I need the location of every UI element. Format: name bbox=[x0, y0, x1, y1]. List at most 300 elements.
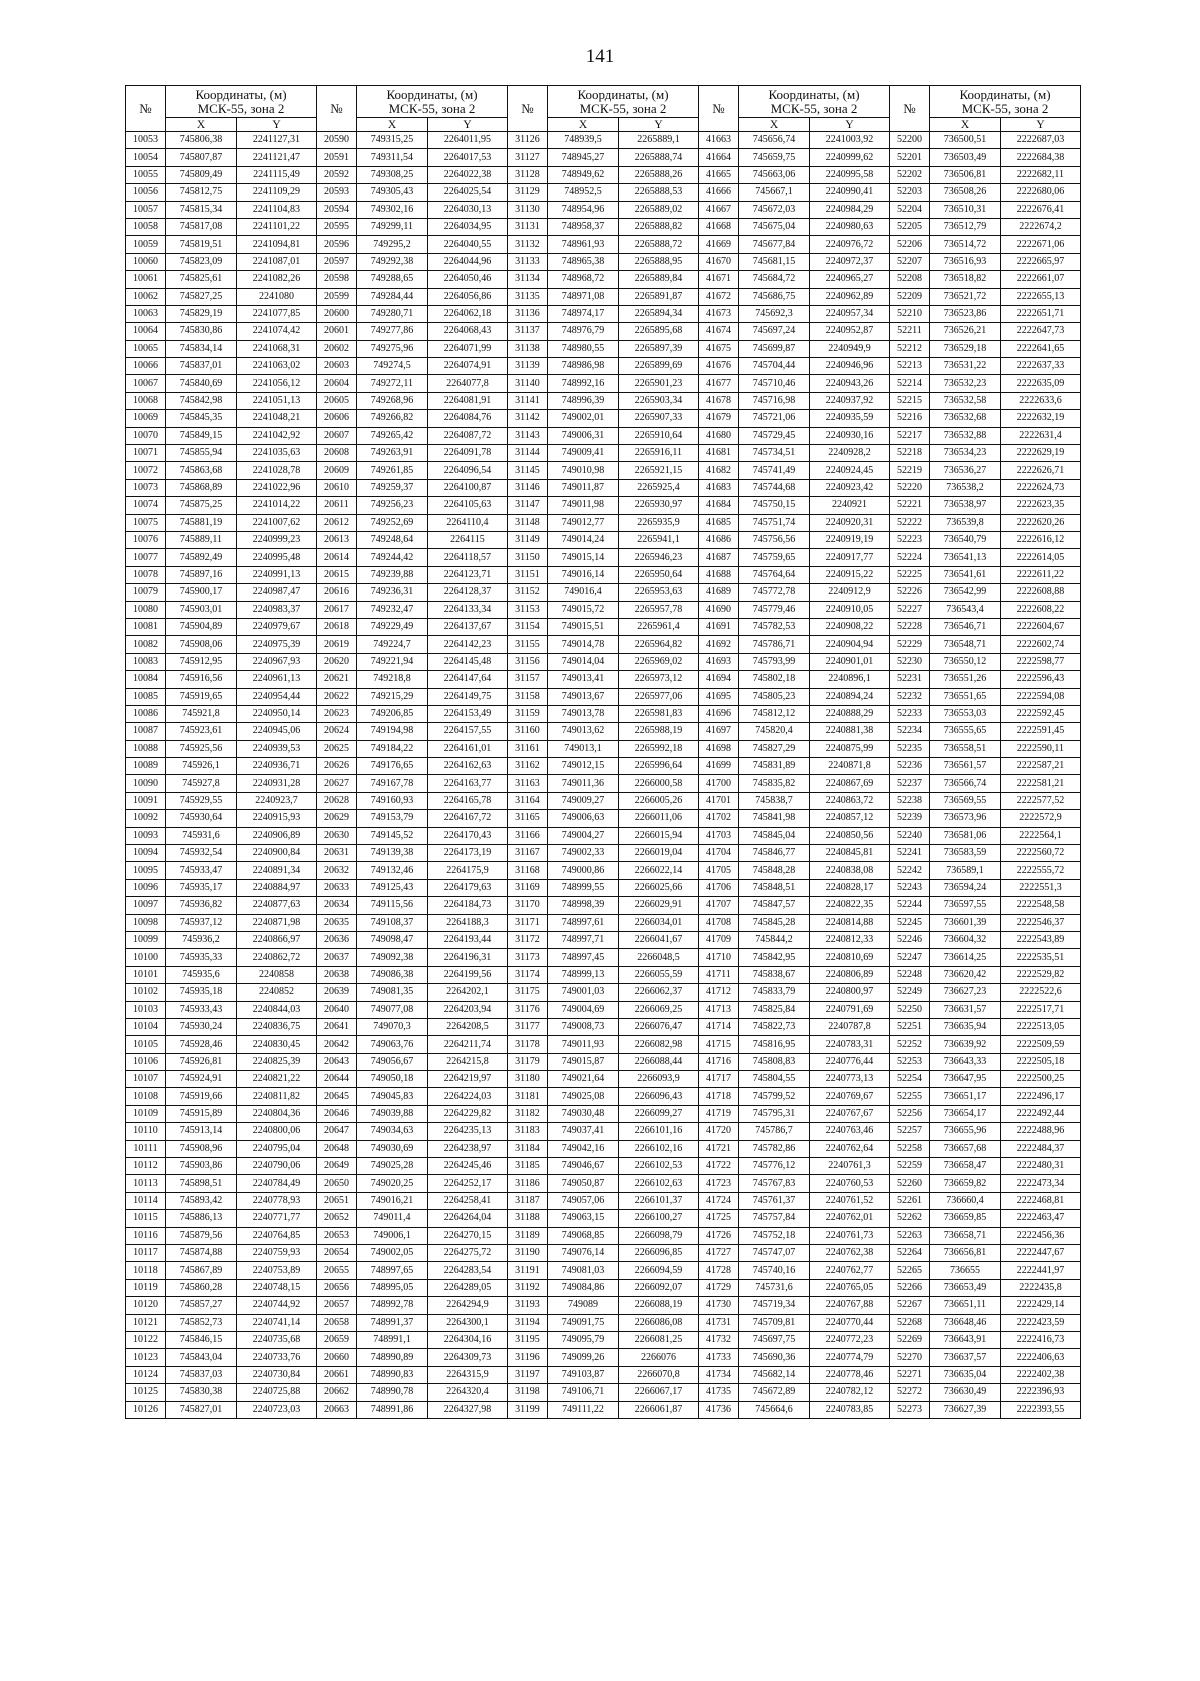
x-coordinate-cell: 749016,4 bbox=[548, 584, 619, 601]
y-coordinate-cell: 2240725,88 bbox=[237, 1384, 317, 1401]
x-coordinate-cell: 736657,68 bbox=[930, 1140, 1001, 1157]
x-coordinate-cell: 745847,57 bbox=[739, 897, 810, 914]
y-coordinate-cell: 2222406,63 bbox=[1001, 1349, 1081, 1366]
point-number-cell: 31194 bbox=[508, 1314, 548, 1331]
y-coordinate-cell: 2240760,53 bbox=[810, 1175, 890, 1192]
y-coordinate-cell: 2222635,09 bbox=[1001, 375, 1081, 392]
x-coordinate-cell: 749248,64 bbox=[357, 531, 428, 548]
y-coordinate-cell: 2240920,31 bbox=[810, 514, 890, 531]
x-coordinate-cell: 749215,29 bbox=[357, 688, 428, 705]
x-coordinate-cell: 745699,87 bbox=[739, 340, 810, 357]
y-coordinate-cell: 2240972,37 bbox=[810, 253, 890, 270]
point-number-cell: 31142 bbox=[508, 410, 548, 427]
x-coordinate-cell: 745731,6 bbox=[739, 1279, 810, 1296]
point-number-cell: 10063 bbox=[126, 305, 166, 322]
point-number-cell: 20593 bbox=[317, 184, 357, 201]
point-number-cell: 31181 bbox=[508, 1088, 548, 1105]
point-number-cell: 41683 bbox=[699, 479, 739, 496]
point-number-cell: 10081 bbox=[126, 618, 166, 635]
point-number-cell: 31160 bbox=[508, 723, 548, 740]
y-coordinate-cell: 2266086,08 bbox=[619, 1314, 699, 1331]
point-number-cell: 31172 bbox=[508, 931, 548, 948]
number-column-header: № bbox=[890, 86, 930, 132]
table-row bbox=[126, 201, 1081, 218]
x-coordinate-cell: 749274,5 bbox=[357, 358, 428, 375]
point-number-cell: 10112 bbox=[126, 1158, 166, 1175]
point-number-cell: 10071 bbox=[126, 445, 166, 462]
point-number-cell: 41670 bbox=[699, 253, 739, 270]
x-coordinate-cell: 745822,73 bbox=[739, 1018, 810, 1035]
table-row bbox=[126, 740, 1081, 757]
point-number-cell: 31161 bbox=[508, 740, 548, 757]
point-number-cell: 41694 bbox=[699, 671, 739, 688]
point-number-cell: 20635 bbox=[317, 914, 357, 931]
x-coordinate-cell: 736523,86 bbox=[930, 305, 1001, 322]
y-coordinate-cell: 2241028,78 bbox=[237, 462, 317, 479]
table-row bbox=[126, 671, 1081, 688]
x-coordinate-cell: 749261,85 bbox=[357, 462, 428, 479]
x-coordinate-cell: 745852,73 bbox=[166, 1314, 237, 1331]
point-number-cell: 41702 bbox=[699, 810, 739, 827]
coordinate-system-label: МСК-55, зона 2 bbox=[388, 100, 476, 116]
point-number-cell: 20651 bbox=[317, 1192, 357, 1209]
point-number-cell: 10096 bbox=[126, 879, 166, 896]
y-coordinate-cell: 2222632,19 bbox=[1001, 410, 1081, 427]
point-number-cell: 10122 bbox=[126, 1331, 166, 1348]
coordinates-title: Координаты, (м) bbox=[959, 86, 1051, 102]
point-number-cell: 52245 bbox=[890, 914, 930, 931]
point-number-cell: 52233 bbox=[890, 705, 930, 722]
point-number-cell: 41695 bbox=[699, 688, 739, 705]
point-number-cell: 31151 bbox=[508, 566, 548, 583]
y-coordinate-cell: 2240991,13 bbox=[237, 566, 317, 583]
point-number-cell: 20652 bbox=[317, 1210, 357, 1227]
point-number-cell: 20631 bbox=[317, 845, 357, 862]
point-number-cell: 20626 bbox=[317, 758, 357, 775]
x-coordinate-cell: 745867,89 bbox=[166, 1262, 237, 1279]
x-coordinate-cell: 736512,79 bbox=[930, 218, 1001, 235]
table-row bbox=[126, 566, 1081, 583]
number-column-header: № bbox=[699, 86, 739, 132]
point-number-cell: 10108 bbox=[126, 1088, 166, 1105]
y-coordinate-cell: 2240987,47 bbox=[237, 584, 317, 601]
x-coordinate-cell: 736643,33 bbox=[930, 1053, 1001, 1070]
y-coordinate-cell: 2266102,63 bbox=[619, 1175, 699, 1192]
number-column-header: № bbox=[126, 86, 166, 132]
y-coordinate-cell: 2240871,8 bbox=[810, 758, 890, 775]
y-coordinate-cell: 2240923,7 bbox=[237, 792, 317, 809]
y-coordinate-cell: 2240884,97 bbox=[237, 879, 317, 896]
y-coordinate-cell: 2266100,27 bbox=[619, 1210, 699, 1227]
x-coordinate-cell: 745672,03 bbox=[739, 201, 810, 218]
point-number-cell: 41677 bbox=[699, 375, 739, 392]
point-number-cell: 41723 bbox=[699, 1175, 739, 1192]
y-coordinate-cell: 2222655,13 bbox=[1001, 288, 1081, 305]
y-coordinate-cell: 2240836,75 bbox=[237, 1018, 317, 1035]
y-coordinate-cell: 2240995,48 bbox=[237, 549, 317, 566]
x-coordinate-cell: 745837,03 bbox=[166, 1366, 237, 1383]
x-coordinate-cell: 736510,31 bbox=[930, 201, 1001, 218]
x-coordinate-cell: 745843,04 bbox=[166, 1349, 237, 1366]
y-coordinate-cell: 2240804,36 bbox=[237, 1105, 317, 1122]
point-number-cell: 31162 bbox=[508, 758, 548, 775]
x-coordinate-cell: 745845,28 bbox=[739, 914, 810, 931]
y-coordinate-cell: 2264162,63 bbox=[428, 758, 508, 775]
x-coordinate-cell: 749050,18 bbox=[357, 1071, 428, 1088]
table-row bbox=[126, 1331, 1081, 1348]
x-coordinate-cell: 745889,11 bbox=[166, 531, 237, 548]
x-coordinate-cell: 745879,56 bbox=[166, 1227, 237, 1244]
y-coordinate-cell: 2240871,98 bbox=[237, 914, 317, 931]
x-coordinate-cell: 749011,4 bbox=[357, 1210, 428, 1227]
x-coordinate-cell: 745681,15 bbox=[739, 253, 810, 270]
x-coordinate-cell: 749139,38 bbox=[357, 845, 428, 862]
x-coordinate-cell: 749125,43 bbox=[357, 879, 428, 896]
y-coordinate-cell: 2241127,31 bbox=[237, 132, 317, 149]
y-coordinate-cell: 2264175,9 bbox=[428, 862, 508, 879]
y-coordinate-cell: 2240783,85 bbox=[810, 1401, 890, 1418]
point-number-cell: 20643 bbox=[317, 1053, 357, 1070]
y-coordinate-cell: 2222551,3 bbox=[1001, 879, 1081, 896]
point-number-cell: 41688 bbox=[699, 566, 739, 583]
point-number-cell: 10073 bbox=[126, 479, 166, 496]
point-number-cell: 52208 bbox=[890, 271, 930, 288]
y-coordinate-cell: 2222631,4 bbox=[1001, 427, 1081, 444]
y-coordinate-cell: 2264142,23 bbox=[428, 636, 508, 653]
x-coordinate-cell: 745816,95 bbox=[739, 1036, 810, 1053]
x-coordinate-cell: 736627,23 bbox=[930, 984, 1001, 1001]
x-coordinate-cell: 745860,28 bbox=[166, 1279, 237, 1296]
point-number-cell: 41665 bbox=[699, 166, 739, 183]
table-row bbox=[126, 271, 1081, 288]
y-coordinate-cell: 2240800,06 bbox=[237, 1123, 317, 1140]
y-coordinate-cell: 2222587,21 bbox=[1001, 758, 1081, 775]
point-number-cell: 41727 bbox=[699, 1245, 739, 1262]
point-number-cell: 31147 bbox=[508, 497, 548, 514]
x-coordinate-cell: 749259,37 bbox=[357, 479, 428, 496]
point-number-cell: 52220 bbox=[890, 479, 930, 496]
point-number-cell: 10091 bbox=[126, 792, 166, 809]
point-number-cell: 31176 bbox=[508, 1001, 548, 1018]
x-coordinate-cell: 745786,71 bbox=[739, 636, 810, 653]
x-coordinate-cell: 749266,82 bbox=[357, 410, 428, 427]
point-number-cell: 20607 bbox=[317, 427, 357, 444]
point-number-cell: 20610 bbox=[317, 479, 357, 496]
y-coordinate-cell: 2265888,53 bbox=[619, 184, 699, 201]
y-coordinate-cell: 2222629,19 bbox=[1001, 445, 1081, 462]
x-coordinate-cell: 745692,3 bbox=[739, 305, 810, 322]
x-coordinate-cell: 749263,91 bbox=[357, 445, 428, 462]
point-number-cell: 41675 bbox=[699, 340, 739, 357]
x-coordinate-cell: 745837,01 bbox=[166, 358, 237, 375]
x-coordinate-cell: 745924,91 bbox=[166, 1071, 237, 1088]
x-coordinate-cell: 745782,86 bbox=[739, 1140, 810, 1157]
point-number-cell: 20611 bbox=[317, 497, 357, 514]
table-row bbox=[126, 966, 1081, 983]
table-row bbox=[126, 323, 1081, 340]
point-number-cell: 31148 bbox=[508, 514, 548, 531]
x-coordinate-cell: 749244,42 bbox=[357, 549, 428, 566]
coordinates-column-header bbox=[357, 86, 508, 118]
x-coordinate-cell: 749016,21 bbox=[357, 1192, 428, 1209]
x-coordinate-cell: 745935,17 bbox=[166, 879, 237, 896]
y-coordinate-cell: 2264252,17 bbox=[428, 1175, 508, 1192]
x-coordinate-cell: 745913,14 bbox=[166, 1123, 237, 1140]
x-coordinate-cell: 745845,35 bbox=[166, 410, 237, 427]
point-number-cell: 41705 bbox=[699, 862, 739, 879]
x-coordinate-cell: 736555,65 bbox=[930, 723, 1001, 740]
y-coordinate-cell: 2240900,84 bbox=[237, 845, 317, 862]
point-number-cell: 10053 bbox=[126, 132, 166, 149]
coordinate-system-label: МСК-55, зона 2 bbox=[961, 100, 1049, 116]
point-number-cell: 31171 bbox=[508, 914, 548, 931]
x-coordinate-cell: 736637,57 bbox=[930, 1349, 1001, 1366]
point-number-cell: 41684 bbox=[699, 497, 739, 514]
x-coordinate-cell: 736541,61 bbox=[930, 566, 1001, 583]
x-coordinate-cell: 745663,06 bbox=[739, 166, 810, 183]
point-number-cell: 52234 bbox=[890, 723, 930, 740]
table-row bbox=[126, 462, 1081, 479]
y-coordinate-cell: 2264074,91 bbox=[428, 358, 508, 375]
y-coordinate-cell: 2240782,12 bbox=[810, 1384, 890, 1401]
y-coordinate-cell: 2241115,49 bbox=[237, 166, 317, 183]
table-row bbox=[126, 653, 1081, 670]
table-row bbox=[126, 288, 1081, 305]
table-row bbox=[126, 845, 1081, 862]
x-coordinate-cell: 736540,79 bbox=[930, 531, 1001, 548]
x-coordinate-cell: 745936,82 bbox=[166, 897, 237, 914]
table-row bbox=[126, 1366, 1081, 1383]
x-coordinate-cell: 736631,57 bbox=[930, 1001, 1001, 1018]
y-coordinate-cell: 2266098,79 bbox=[619, 1227, 699, 1244]
x-coordinate-cell: 749092,38 bbox=[357, 949, 428, 966]
x-coordinate-cell: 736534,23 bbox=[930, 445, 1001, 462]
x-coordinate-cell: 736516,93 bbox=[930, 253, 1001, 270]
point-number-cell: 31145 bbox=[508, 462, 548, 479]
point-number-cell: 52246 bbox=[890, 931, 930, 948]
y-coordinate-cell: 2240930,16 bbox=[810, 427, 890, 444]
x-coordinate-cell: 749012,15 bbox=[548, 758, 619, 775]
point-number-cell: 41691 bbox=[699, 618, 739, 635]
x-coordinate-cell: 748986,98 bbox=[548, 358, 619, 375]
table-row bbox=[126, 705, 1081, 722]
x-coordinate-cell: 748980,55 bbox=[548, 340, 619, 357]
y-column-header: Y bbox=[619, 118, 699, 132]
point-number-cell: 10087 bbox=[126, 723, 166, 740]
coordinates-title: Координаты, (м) bbox=[577, 86, 669, 102]
point-number-cell: 41674 bbox=[699, 323, 739, 340]
x-coordinate-cell: 745930,24 bbox=[166, 1018, 237, 1035]
point-number-cell: 41680 bbox=[699, 427, 739, 444]
y-coordinate-cell: 2240845,81 bbox=[810, 845, 890, 862]
point-number-cell: 20612 bbox=[317, 514, 357, 531]
y-coordinate-cell: 2264087,72 bbox=[428, 427, 508, 444]
point-number-cell: 52255 bbox=[890, 1088, 930, 1105]
point-number-cell: 31195 bbox=[508, 1331, 548, 1348]
point-number-cell: 10057 bbox=[126, 201, 166, 218]
coordinates-column-header bbox=[739, 86, 890, 118]
x-coordinate-cell: 745807,87 bbox=[166, 149, 237, 166]
point-number-cell: 52263 bbox=[890, 1227, 930, 1244]
point-number-cell: 20636 bbox=[317, 931, 357, 948]
y-coordinate-cell: 2240783,31 bbox=[810, 1036, 890, 1053]
y-coordinate-cell: 2265973,12 bbox=[619, 671, 699, 688]
x-coordinate-cell: 749275,96 bbox=[357, 340, 428, 357]
y-coordinate-cell: 2240984,29 bbox=[810, 201, 890, 218]
x-coordinate-cell: 749160,93 bbox=[357, 792, 428, 809]
x-coordinate-cell: 745793,99 bbox=[739, 653, 810, 670]
point-number-cell: 20637 bbox=[317, 949, 357, 966]
y-coordinate-cell: 2264235,13 bbox=[428, 1123, 508, 1140]
x-coordinate-cell: 749206,85 bbox=[357, 705, 428, 722]
point-number-cell: 20632 bbox=[317, 862, 357, 879]
y-coordinate-cell: 2266088,19 bbox=[619, 1297, 699, 1314]
point-number-cell: 41732 bbox=[699, 1331, 739, 1348]
point-number-cell: 41717 bbox=[699, 1071, 739, 1088]
y-coordinate-cell: 2265894,34 bbox=[619, 305, 699, 322]
x-coordinate-cell: 736573,96 bbox=[930, 810, 1001, 827]
x-coordinate-cell: 749002,05 bbox=[357, 1245, 428, 1262]
y-coordinate-cell: 2222665,97 bbox=[1001, 253, 1081, 270]
point-number-cell: 20658 bbox=[317, 1314, 357, 1331]
x-coordinate-cell: 749008,73 bbox=[548, 1018, 619, 1035]
point-number-cell: 31134 bbox=[508, 271, 548, 288]
y-coordinate-cell: 2240979,67 bbox=[237, 618, 317, 635]
y-coordinate-cell: 2264081,91 bbox=[428, 392, 508, 409]
x-coordinate-cell: 745741,49 bbox=[739, 462, 810, 479]
x-coordinate-cell: 749011,93 bbox=[548, 1036, 619, 1053]
y-coordinate-cell: 2222608,22 bbox=[1001, 601, 1081, 618]
point-number-cell: 31196 bbox=[508, 1349, 548, 1366]
table-row bbox=[126, 392, 1081, 409]
y-coordinate-cell: 2240723,03 bbox=[237, 1401, 317, 1418]
x-coordinate-cell: 748990,83 bbox=[357, 1366, 428, 1383]
y-coordinate-cell: 2222633,6 bbox=[1001, 392, 1081, 409]
x-coordinate-cell: 736508,26 bbox=[930, 184, 1001, 201]
point-number-cell: 20620 bbox=[317, 653, 357, 670]
x-coordinate-cell: 745795,31 bbox=[739, 1105, 810, 1122]
x-coordinate-cell: 745840,69 bbox=[166, 375, 237, 392]
x-coordinate-cell: 736506,81 bbox=[930, 166, 1001, 183]
point-number-cell: 31128 bbox=[508, 166, 548, 183]
point-number-cell: 20606 bbox=[317, 410, 357, 427]
table-row bbox=[126, 253, 1081, 270]
point-number-cell: 31198 bbox=[508, 1384, 548, 1401]
y-coordinate-cell: 2222594,08 bbox=[1001, 688, 1081, 705]
x-coordinate-cell: 749016,14 bbox=[548, 566, 619, 583]
y-coordinate-cell: 2240908,22 bbox=[810, 618, 890, 635]
y-coordinate-cell: 2240983,37 bbox=[237, 601, 317, 618]
y-coordinate-cell: 2240935,59 bbox=[810, 410, 890, 427]
x-coordinate-cell: 749057,06 bbox=[548, 1192, 619, 1209]
y-coordinate-cell: 2240967,93 bbox=[237, 653, 317, 670]
x-column-header: X bbox=[548, 118, 619, 132]
y-coordinate-cell: 2264123,71 bbox=[428, 566, 508, 583]
table-row bbox=[126, 810, 1081, 827]
point-number-cell: 52260 bbox=[890, 1175, 930, 1192]
point-number-cell: 20592 bbox=[317, 166, 357, 183]
x-coordinate-cell: 736532,68 bbox=[930, 410, 1001, 427]
y-coordinate-cell: 2266102,53 bbox=[619, 1158, 699, 1175]
point-number-cell: 52206 bbox=[890, 236, 930, 253]
point-number-cell: 20647 bbox=[317, 1123, 357, 1140]
x-coordinate-cell: 745764,64 bbox=[739, 566, 810, 583]
table-row bbox=[126, 1210, 1081, 1227]
point-number-cell: 41669 bbox=[699, 236, 739, 253]
x-coordinate-cell: 736531,22 bbox=[930, 358, 1001, 375]
point-number-cell: 41730 bbox=[699, 1297, 739, 1314]
y-coordinate-cell: 2222396,93 bbox=[1001, 1384, 1081, 1401]
y-coordinate-cell: 2222555,72 bbox=[1001, 862, 1081, 879]
x-coordinate-cell: 749086,38 bbox=[357, 966, 428, 983]
point-number-cell: 10055 bbox=[126, 166, 166, 183]
point-number-cell: 31154 bbox=[508, 618, 548, 635]
x-coordinate-cell: 748968,72 bbox=[548, 271, 619, 288]
x-coordinate-cell: 745908,96 bbox=[166, 1140, 237, 1157]
x-coordinate-cell: 745704,44 bbox=[739, 358, 810, 375]
x-coordinate-cell: 749013,78 bbox=[548, 705, 619, 722]
y-coordinate-cell: 2222517,71 bbox=[1001, 1001, 1081, 1018]
x-coordinate-cell: 745831,89 bbox=[739, 758, 810, 775]
y-coordinate-cell: 2240936,71 bbox=[237, 758, 317, 775]
y-coordinate-cell: 2266101,37 bbox=[619, 1192, 699, 1209]
point-number-cell: 41671 bbox=[699, 271, 739, 288]
point-number-cell: 31170 bbox=[508, 897, 548, 914]
y-coordinate-cell: 2240822,35 bbox=[810, 897, 890, 914]
y-coordinate-cell: 2264147,64 bbox=[428, 671, 508, 688]
y-coordinate-cell: 2240800,97 bbox=[810, 984, 890, 1001]
point-number-cell: 52244 bbox=[890, 897, 930, 914]
x-coordinate-cell: 736601,39 bbox=[930, 914, 1001, 931]
y-coordinate-cell: 2241007,62 bbox=[237, 514, 317, 531]
point-number-cell: 10120 bbox=[126, 1297, 166, 1314]
y-coordinate-cell: 2264238,97 bbox=[428, 1140, 508, 1157]
y-coordinate-cell: 2222674,2 bbox=[1001, 218, 1081, 235]
y-coordinate-cell: 2222687,03 bbox=[1001, 132, 1081, 149]
point-number-cell: 52249 bbox=[890, 984, 930, 1001]
x-coordinate-cell: 745834,14 bbox=[166, 340, 237, 357]
x-coordinate-cell: 749010,98 bbox=[548, 462, 619, 479]
point-number-cell: 10082 bbox=[126, 636, 166, 653]
table-row bbox=[126, 340, 1081, 357]
x-column-header: X bbox=[166, 118, 237, 132]
x-coordinate-cell: 745710,46 bbox=[739, 375, 810, 392]
point-number-cell: 41687 bbox=[699, 549, 739, 566]
point-number-cell: 31185 bbox=[508, 1158, 548, 1175]
x-column-header: X bbox=[357, 118, 428, 132]
x-coordinate-cell: 749302,16 bbox=[357, 201, 428, 218]
table-row bbox=[126, 914, 1081, 931]
y-coordinate-cell: 2222591,45 bbox=[1001, 723, 1081, 740]
x-coordinate-cell: 748997,45 bbox=[548, 949, 619, 966]
x-coordinate-cell: 749115,56 bbox=[357, 897, 428, 914]
point-number-cell: 31166 bbox=[508, 827, 548, 844]
point-number-cell: 41716 bbox=[699, 1053, 739, 1070]
y-coordinate-cell: 2265888,74 bbox=[619, 149, 699, 166]
x-coordinate-cell: 745846,77 bbox=[739, 845, 810, 862]
y-coordinate-cell: 2265977,06 bbox=[619, 688, 699, 705]
y-column-header: Y bbox=[1001, 118, 1081, 132]
point-number-cell: 10085 bbox=[126, 688, 166, 705]
x-coordinate-cell: 745756,56 bbox=[739, 531, 810, 548]
point-number-cell: 20644 bbox=[317, 1071, 357, 1088]
y-coordinate-cell: 2222680,06 bbox=[1001, 184, 1081, 201]
table-row bbox=[126, 549, 1081, 566]
point-number-cell: 10113 bbox=[126, 1175, 166, 1192]
y-coordinate-cell: 2222529,82 bbox=[1001, 966, 1081, 983]
y-coordinate-cell: 2240790,06 bbox=[237, 1158, 317, 1175]
point-number-cell: 10102 bbox=[126, 984, 166, 1001]
